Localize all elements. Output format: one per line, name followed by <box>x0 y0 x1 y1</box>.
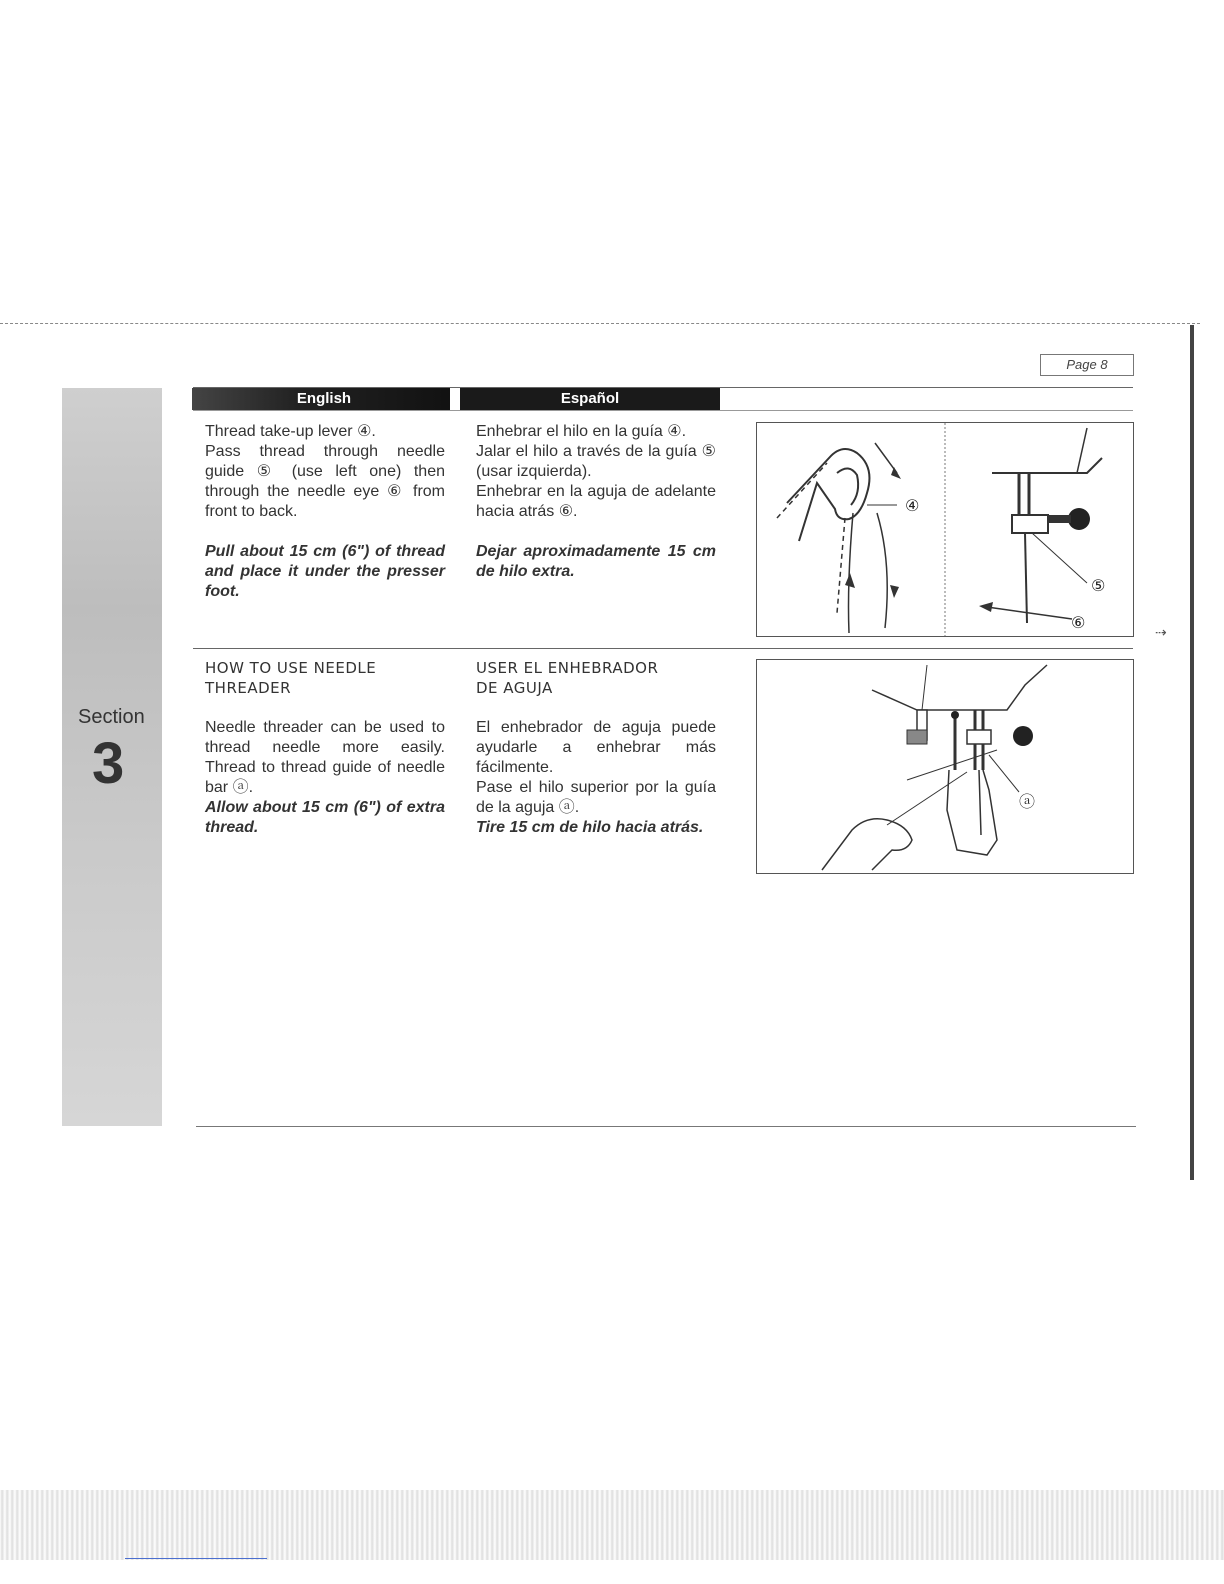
eye-callout: ⑥ <box>1071 613 1086 632</box>
english-threader-note: Allow about 15 cm (6") of extra thread. <box>205 799 445 836</box>
english-threader-body: Needle threader can be used to thread needle more easily. Thread to thread guide of needle bar ⓐ. <box>205 719 445 796</box>
english-step-1: Thread take-up lever ④. <box>205 423 376 440</box>
spanish-threader-heading-2: DE AGUJA <box>476 679 553 697</box>
spanish-threader-body-2: Pase el hilo superior por la guía de la aguja ⓐ. <box>476 779 716 816</box>
scan-noise <box>0 1490 1224 1560</box>
spanish-threading-note: Dejar aproximadamente 15 cm de hilo extra. <box>476 543 716 580</box>
scan-underline <box>125 1558 267 1559</box>
english-step-2: Pass thread through needle guide ⑤ (use left one) then through the needle eye ⑥ from front to back. <box>205 443 445 520</box>
english-threading-text <box>205 422 445 602</box>
bottom-rule <box>196 1126 1136 1127</box>
page-number: Page 8 <box>1040 354 1134 376</box>
scan-artifact-line <box>0 323 1200 324</box>
spanish-step-1: Enhebrar el hilo en la guía ④. <box>476 423 687 440</box>
needle-threader-figure <box>756 659 1134 874</box>
middle-rule <box>193 648 1133 649</box>
tab-separator <box>450 388 458 410</box>
spanish-threader-body-1: El enhebrador de aguja puede ayudarle a enhebrar más fácilmente. <box>476 719 716 776</box>
english-threader-text <box>205 658 445 838</box>
tab-english: English <box>192 388 456 410</box>
english-threader-heading-2: THREADER <box>205 679 292 697</box>
spanish-threader-note: Tire 15 cm de hilo hacia atrás. <box>476 819 704 836</box>
needle-threader-illustration <box>757 660 1133 873</box>
english-threader-heading-1: HOW TO USE NEEDLE <box>205 659 377 677</box>
continue-arrow-icon: ⇢ <box>1155 624 1167 640</box>
threading-figure <box>756 422 1134 637</box>
section-number: 3 <box>92 731 125 796</box>
threading-illustration <box>757 423 1133 636</box>
spanish-step-3: Enhebrar en la aguja de adelante hacia atrás ⑥. <box>476 483 716 520</box>
page-edge <box>1190 325 1194 1180</box>
spanish-step-2: Jalar el hilo a través de la guía ⑤ (usar izquierda). <box>476 443 716 480</box>
spanish-threader-heading-1: USER EL ENHEBRADOR <box>476 659 659 677</box>
spanish-threader-text <box>476 658 716 838</box>
section-label: Section <box>78 706 145 728</box>
threader-callout: ⓐ <box>1019 792 1036 811</box>
tab-spanish: Español <box>460 388 720 410</box>
guide-callout: ⑤ <box>1091 576 1106 595</box>
lever-callout: ④ <box>905 496 920 515</box>
english-threading-note: Pull about 15 cm (6") of thread and place it under the presser foot. <box>205 543 445 600</box>
header-bottom-rule <box>193 410 1133 411</box>
spanish-threading-text <box>476 422 716 582</box>
